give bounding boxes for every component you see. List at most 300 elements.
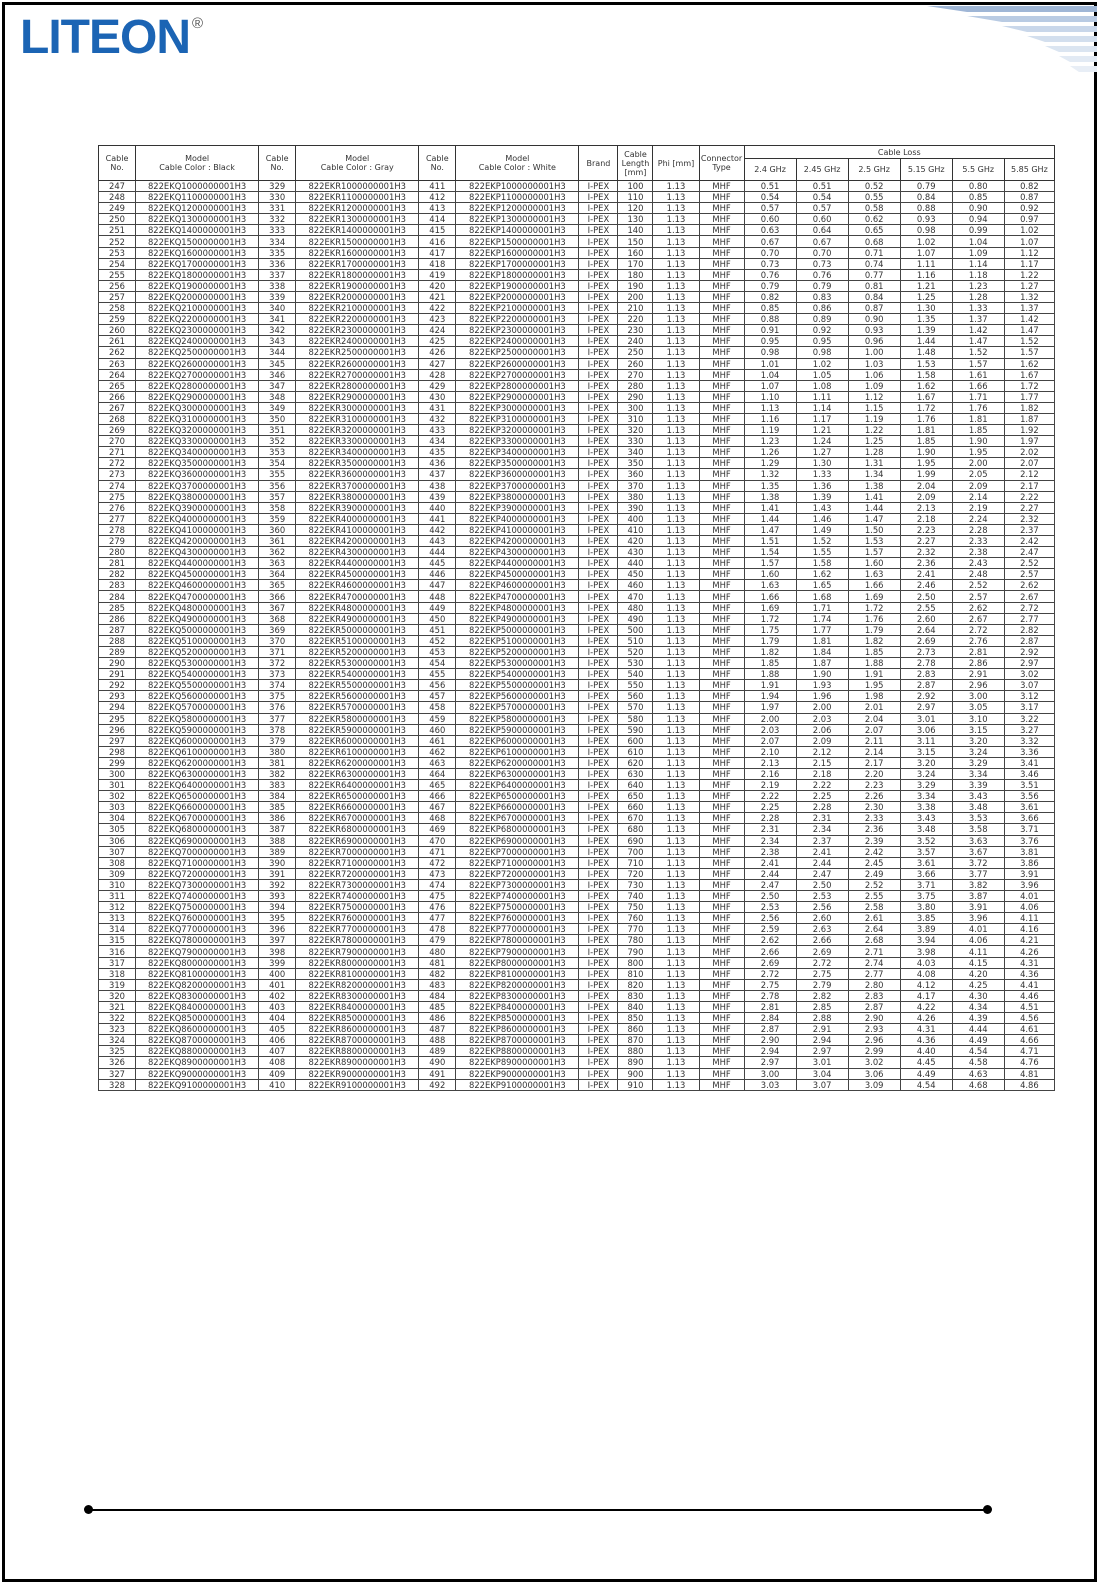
cell-connector-type: MHF <box>699 425 744 436</box>
cell-cable-no-white: 421 <box>419 291 456 302</box>
cell-phi: 1.13 <box>653 291 699 302</box>
cell-loss-5-15: 3.15 <box>900 746 952 757</box>
cell-model-black: 822EKQ2400000001H3 <box>136 336 259 347</box>
cell-model-black: 822EKQ2300000001H3 <box>136 325 259 336</box>
cell-loss-5-15: 4.03 <box>900 957 952 968</box>
cell-model-gray: 822EKR7300000001H3 <box>296 879 419 890</box>
cell-loss-2-45: 0.86 <box>796 303 848 314</box>
cell-model-white: 822EKP6700000001H3 <box>456 813 579 824</box>
cell-model-black: 822EKQ9100000001H3 <box>136 1079 259 1090</box>
table-body <box>99 181 1055 1091</box>
cell-loss-2-45: 2.88 <box>796 1013 848 1024</box>
cell-loss-5-5: 3.82 <box>952 879 1004 890</box>
cell-cable-no-gray: 363 <box>259 558 296 569</box>
cell-model-gray: 822EKR9100000001H3 <box>296 1079 419 1090</box>
cell-brand: I-PEX <box>579 857 618 868</box>
cell-loss-2-4: 0.63 <box>744 225 796 236</box>
cell-cable-no-black: 262 <box>99 347 136 358</box>
cell-loss-5-15: 1.99 <box>900 469 952 480</box>
table-row <box>99 1079 1055 1090</box>
cell-loss-2-45: 1.65 <box>796 580 848 591</box>
cell-model-white: 822EKP1100000001H3 <box>456 192 579 203</box>
cell-loss-2-45: 0.76 <box>796 269 848 280</box>
cell-model-white: 822EKP7200000001H3 <box>456 868 579 879</box>
cell-cable-no-black: 263 <box>99 358 136 369</box>
cell-model-white: 822EKP2200000001H3 <box>456 314 579 325</box>
cell-loss-5-5: 4.34 <box>952 1001 1004 1012</box>
cell-phi: 1.13 <box>653 502 699 513</box>
cell-model-gray: 822EKR8300000001H3 <box>296 990 419 1001</box>
cell-brand: I-PEX <box>579 1013 618 1024</box>
cell-model-gray: 822EKR7400000001H3 <box>296 891 419 902</box>
cell-cable-length: 800 <box>618 957 653 968</box>
table-row <box>99 325 1055 336</box>
cell-cable-no-gray: 365 <box>259 580 296 591</box>
cell-model-white: 822EKP4000000001H3 <box>456 513 579 524</box>
cell-model-gray: 822EKR2300000001H3 <box>296 325 419 336</box>
cell-cable-no-black: 248 <box>99 192 136 203</box>
cell-model-black: 822EKQ1200000001H3 <box>136 203 259 214</box>
cell-loss-2-5: 2.14 <box>848 746 900 757</box>
cell-connector-type: MHF <box>699 1001 744 1012</box>
cell-model-black: 822EKQ5500000001H3 <box>136 680 259 691</box>
cell-model-white: 822EKP5100000001H3 <box>456 635 579 646</box>
cell-model-gray: 822EKR4100000001H3 <box>296 524 419 535</box>
cell-loss-5-85: 3.96 <box>1004 879 1054 890</box>
cell-model-gray: 822EKR5600000001H3 <box>296 691 419 702</box>
cell-loss-5-85: 3.32 <box>1004 735 1054 746</box>
cell-cable-length: 580 <box>618 713 653 724</box>
cell-loss-5-15: 3.57 <box>900 846 952 857</box>
cell-loss-5-85: 1.37 <box>1004 303 1054 314</box>
cell-cable-no-white: 418 <box>419 258 456 269</box>
cell-cable-no-white: 481 <box>419 957 456 968</box>
cell-model-white: 822EKP1400000001H3 <box>456 225 579 236</box>
cell-cable-no-white: 439 <box>419 491 456 502</box>
cell-loss-5-5: 2.24 <box>952 513 1004 524</box>
cell-loss-5-85: 2.12 <box>1004 469 1054 480</box>
cell-loss-2-4: 2.19 <box>744 780 796 791</box>
cell-cable-no-white: 472 <box>419 857 456 868</box>
cell-loss-5-85: 0.87 <box>1004 192 1054 203</box>
cell-cable-no-gray: 343 <box>259 336 296 347</box>
cell-loss-2-4: 2.28 <box>744 813 796 824</box>
cell-loss-2-5: 0.90 <box>848 314 900 325</box>
cell-loss-5-5: 1.33 <box>952 303 1004 314</box>
cell-loss-5-5: 1.76 <box>952 402 1004 413</box>
cell-cable-no-white: 411 <box>419 181 456 192</box>
cell-cable-no-black: 308 <box>99 857 136 868</box>
cell-loss-5-15: 4.31 <box>900 1024 952 1035</box>
cell-loss-2-4: 0.51 <box>744 181 796 192</box>
header-model-gray <box>296 146 419 181</box>
table-row <box>99 691 1055 702</box>
cell-model-gray: 822EKR3800000001H3 <box>296 491 419 502</box>
cell-cable-no-black: 300 <box>99 768 136 779</box>
cell-loss-5-15: 0.93 <box>900 214 952 225</box>
cell-loss-5-15: 1.58 <box>900 369 952 380</box>
cell-connector-type: MHF <box>699 746 744 757</box>
cell-loss-5-15: 2.60 <box>900 613 952 624</box>
cell-cable-no-gray: 407 <box>259 1046 296 1057</box>
cell-loss-2-5: 1.03 <box>848 358 900 369</box>
color-gray-label: Cable Color : Gray <box>320 163 394 172</box>
cell-phi: 1.13 <box>653 524 699 535</box>
cell-cable-no-white: 453 <box>419 646 456 657</box>
cell-cable-no-white: 468 <box>419 813 456 824</box>
cell-connector-type: MHF <box>699 1057 744 1068</box>
cell-model-gray: 822EKR4900000001H3 <box>296 613 419 624</box>
cell-connector-type: MHF <box>699 791 744 802</box>
cell-loss-2-5: 2.52 <box>848 879 900 890</box>
cell-loss-5-5: 3.39 <box>952 780 1004 791</box>
cell-cable-no-black: 257 <box>99 291 136 302</box>
cell-loss-2-45: 2.63 <box>796 924 848 935</box>
cell-loss-5-15: 1.44 <box>900 336 952 347</box>
cell-cable-no-gray: 371 <box>259 646 296 657</box>
cell-loss-5-85: 2.57 <box>1004 569 1054 580</box>
cell-cable-length: 660 <box>618 802 653 813</box>
table-row <box>99 247 1055 258</box>
cell-loss-5-5: 2.76 <box>952 635 1004 646</box>
cable-loss-table-container <box>98 145 1055 1091</box>
cell-connector-type: MHF <box>699 358 744 369</box>
cell-model-white: 822EKP2000000001H3 <box>456 291 579 302</box>
cell-cable-no-black: 270 <box>99 436 136 447</box>
cell-model-gray: 822EKR7200000001H3 <box>296 868 419 879</box>
cell-model-black: 822EKQ8700000001H3 <box>136 1035 259 1046</box>
cell-loss-2-5: 2.07 <box>848 724 900 735</box>
cell-connector-type: MHF <box>699 669 744 680</box>
cell-loss-2-45: 1.68 <box>796 591 848 602</box>
cell-model-white: 822EKP7000000001H3 <box>456 846 579 857</box>
cell-cable-no-white: 426 <box>419 347 456 358</box>
cell-cable-no-white: 441 <box>419 513 456 524</box>
cell-loss-5-85: 3.02 <box>1004 669 1054 680</box>
cell-cable-no-white: 464 <box>419 768 456 779</box>
cell-loss-5-85: 1.07 <box>1004 236 1054 247</box>
cell-loss-2-5: 1.79 <box>848 624 900 635</box>
cell-loss-2-45: 1.87 <box>796 658 848 669</box>
cell-loss-2-5: 0.93 <box>848 325 900 336</box>
cell-loss-5-85: 1.82 <box>1004 402 1054 413</box>
cell-cable-no-white: 451 <box>419 624 456 635</box>
cell-loss-2-4: 2.84 <box>744 1013 796 1024</box>
cell-loss-2-4: 0.73 <box>744 258 796 269</box>
cell-cable-no-black: 253 <box>99 247 136 258</box>
cell-phi: 1.13 <box>653 391 699 402</box>
cell-model-black: 822EKQ1000000001H3 <box>136 181 259 192</box>
cell-cable-length: 330 <box>618 436 653 447</box>
cell-brand: I-PEX <box>579 325 618 336</box>
cell-model-white: 822EKP2300000001H3 <box>456 325 579 336</box>
cell-cable-no-black: 310 <box>99 879 136 890</box>
cell-connector-type: MHF <box>699 480 744 491</box>
cell-model-white: 822EKP8900000001H3 <box>456 1057 579 1068</box>
cell-cable-length: 480 <box>618 602 653 613</box>
cell-cable-length: 750 <box>618 902 653 913</box>
cell-phi: 1.13 <box>653 968 699 979</box>
cell-cable-no-black: 318 <box>99 968 136 979</box>
cell-model-white: 822EKP1500000001H3 <box>456 236 579 247</box>
cell-cable-length: 630 <box>618 768 653 779</box>
cell-model-gray: 822EKR6500000001H3 <box>296 791 419 802</box>
cell-loss-2-4: 2.66 <box>744 946 796 957</box>
cell-cable-no-black: 293 <box>99 691 136 702</box>
cell-model-white: 822EKP6100000001H3 <box>456 746 579 757</box>
cell-phi: 1.13 <box>653 624 699 635</box>
cell-loss-5-5: 1.61 <box>952 369 1004 380</box>
cell-cable-length: 570 <box>618 702 653 713</box>
cell-model-gray: 822EKR6800000001H3 <box>296 824 419 835</box>
cell-loss-5-15: 1.39 <box>900 325 952 336</box>
cell-loss-5-85: 2.92 <box>1004 646 1054 657</box>
cell-loss-5-5: 2.62 <box>952 602 1004 613</box>
cell-cable-no-gray: 373 <box>259 669 296 680</box>
header-freq-2-5: 2.5 GHz <box>848 159 900 181</box>
table-row <box>99 591 1055 602</box>
cell-model-black: 822EKQ1300000001H3 <box>136 214 259 225</box>
cell-loss-5-15: 1.81 <box>900 425 952 436</box>
cell-loss-2-4: 2.44 <box>744 868 796 879</box>
cell-loss-2-4: 1.97 <box>744 702 796 713</box>
table-row <box>99 1035 1055 1046</box>
cell-model-white: 822EKP6400000001H3 <box>456 780 579 791</box>
cell-loss-5-85: 2.27 <box>1004 502 1054 513</box>
cell-loss-2-45: 1.71 <box>796 602 848 613</box>
cell-loss-2-5: 2.36 <box>848 824 900 835</box>
header-cable-no-black: Cable No. <box>99 146 136 181</box>
cell-phi: 1.13 <box>653 680 699 691</box>
cell-loss-2-4: 1.72 <box>744 613 796 624</box>
cell-model-gray: 822EKR7900000001H3 <box>296 946 419 957</box>
cell-loss-5-85: 0.97 <box>1004 214 1054 225</box>
cell-model-gray: 822EKR3300000001H3 <box>296 436 419 447</box>
cell-loss-5-5: 2.00 <box>952 458 1004 469</box>
cell-cable-no-white: 447 <box>419 580 456 591</box>
cell-loss-5-15: 3.66 <box>900 868 952 879</box>
cell-model-white: 822EKP3300000001H3 <box>456 436 579 447</box>
cell-phi: 1.13 <box>653 924 699 935</box>
cell-cable-no-gray: 393 <box>259 891 296 902</box>
cell-loss-5-85: 1.42 <box>1004 314 1054 325</box>
cell-loss-2-5: 1.72 <box>848 602 900 613</box>
cell-brand: I-PEX <box>579 203 618 214</box>
cell-connector-type: MHF <box>699 635 744 646</box>
cell-cable-length: 120 <box>618 203 653 214</box>
cell-loss-2-5: 0.52 <box>848 181 900 192</box>
cell-loss-2-5: 1.63 <box>848 569 900 580</box>
cell-cable-no-white: 427 <box>419 358 456 369</box>
cell-loss-5-85: 2.77 <box>1004 613 1054 624</box>
cell-brand: I-PEX <box>579 258 618 269</box>
cell-cable-no-gray: 350 <box>259 413 296 424</box>
cell-cable-no-gray: 355 <box>259 469 296 480</box>
cell-loss-5-85: 1.87 <box>1004 413 1054 424</box>
cell-loss-2-5: 1.60 <box>848 558 900 569</box>
cell-loss-2-4: 2.81 <box>744 1001 796 1012</box>
cell-cable-length: 550 <box>618 680 653 691</box>
cell-connector-type: MHF <box>699 891 744 902</box>
cell-loss-2-5: 1.50 <box>848 524 900 535</box>
cell-loss-2-5: 1.88 <box>848 658 900 669</box>
cell-cable-no-white: 456 <box>419 680 456 691</box>
cell-loss-5-5: 2.33 <box>952 536 1004 547</box>
header-model-white <box>456 146 579 181</box>
cell-brand: I-PEX <box>579 558 618 569</box>
cell-loss-2-5: 1.53 <box>848 536 900 547</box>
cell-cable-length: 880 <box>618 1046 653 1057</box>
cell-loss-2-45: 2.72 <box>796 957 848 968</box>
cell-loss-5-5: 4.49 <box>952 1035 1004 1046</box>
cell-loss-2-45: 1.14 <box>796 402 848 413</box>
cell-cable-length: 210 <box>618 303 653 314</box>
cell-loss-2-45: 1.21 <box>796 425 848 436</box>
cell-loss-2-5: 2.45 <box>848 857 900 868</box>
cell-loss-5-5: 4.15 <box>952 957 1004 968</box>
cell-loss-5-5: 4.30 <box>952 990 1004 1001</box>
cell-model-gray: 822EKR1300000001H3 <box>296 214 419 225</box>
cell-cable-no-black: 256 <box>99 280 136 291</box>
cell-cable-length: 160 <box>618 247 653 258</box>
cell-model-black: 822EKQ1400000001H3 <box>136 225 259 236</box>
cell-loss-5-15: 4.54 <box>900 1079 952 1090</box>
cell-loss-5-85: 2.72 <box>1004 602 1054 613</box>
table-row <box>99 524 1055 535</box>
cell-cable-no-white: 455 <box>419 669 456 680</box>
cell-phi: 1.13 <box>653 791 699 802</box>
cell-loss-2-45: 0.54 <box>796 192 848 203</box>
cell-loss-2-45: 2.44 <box>796 857 848 868</box>
cell-connector-type: MHF <box>699 691 744 702</box>
cell-connector-type: MHF <box>699 735 744 746</box>
table-row <box>99 214 1055 225</box>
cell-cable-no-white: 477 <box>419 913 456 924</box>
cell-loss-5-5: 3.67 <box>952 846 1004 857</box>
cell-phi: 1.13 <box>653 902 699 913</box>
cell-loss-5-15: 2.41 <box>900 569 952 580</box>
cell-brand: I-PEX <box>579 646 618 657</box>
cell-model-gray: 822EKR8400000001H3 <box>296 1001 419 1012</box>
cell-cable-no-gray: 338 <box>259 280 296 291</box>
cell-loss-2-4: 1.35 <box>744 480 796 491</box>
cell-loss-2-4: 2.31 <box>744 824 796 835</box>
cell-loss-2-5: 0.55 <box>848 192 900 203</box>
cell-cable-no-gray: 351 <box>259 425 296 436</box>
cell-loss-5-85: 3.91 <box>1004 868 1054 879</box>
cell-model-white: 822EKP6800000001H3 <box>456 824 579 835</box>
cell-loss-2-4: 1.44 <box>744 513 796 524</box>
cell-loss-5-85: 4.51 <box>1004 1001 1054 1012</box>
cell-model-black: 822EKQ3500000001H3 <box>136 458 259 469</box>
header-cable-length: Cable Length [mm] <box>618 146 653 181</box>
cell-cable-no-black: 302 <box>99 791 136 802</box>
cell-loss-2-5: 1.25 <box>848 436 900 447</box>
cell-model-gray: 822EKR5900000001H3 <box>296 724 419 735</box>
cell-cable-no-gray: 397 <box>259 935 296 946</box>
cell-phi: 1.13 <box>653 813 699 824</box>
cell-cable-no-white: 416 <box>419 236 456 247</box>
cell-loss-5-85: 1.77 <box>1004 391 1054 402</box>
cell-model-black: 822EKQ6400000001H3 <box>136 780 259 791</box>
cell-phi: 1.13 <box>653 713 699 724</box>
cell-cable-no-gray: 381 <box>259 757 296 768</box>
cell-model-white: 822EKP2900000001H3 <box>456 391 579 402</box>
table-row <box>99 336 1055 347</box>
cell-model-gray: 822EKR5200000001H3 <box>296 646 419 657</box>
cell-loss-5-85: 4.41 <box>1004 979 1054 990</box>
cell-cable-no-black: 251 <box>99 225 136 236</box>
cell-cable-length: 300 <box>618 402 653 413</box>
cell-loss-2-4: 2.47 <box>744 879 796 890</box>
cell-model-gray: 822EKR6900000001H3 <box>296 835 419 846</box>
table-row <box>99 746 1055 757</box>
cell-connector-type: MHF <box>699 957 744 968</box>
table-row <box>99 536 1055 547</box>
cell-model-gray: 822EKR4800000001H3 <box>296 602 419 613</box>
cell-brand: I-PEX <box>579 236 618 247</box>
cell-loss-2-4: 1.60 <box>744 569 796 580</box>
cell-connector-type: MHF <box>699 380 744 391</box>
cell-cable-no-white: 471 <box>419 846 456 857</box>
cell-phi: 1.13 <box>653 835 699 846</box>
cell-cable-no-black: 272 <box>99 458 136 469</box>
cell-cable-no-black: 312 <box>99 902 136 913</box>
cell-loss-2-5: 1.38 <box>848 480 900 491</box>
cell-loss-5-85: 1.17 <box>1004 258 1054 269</box>
cell-loss-5-15: 1.95 <box>900 458 952 469</box>
cell-model-gray: 822EKR8800000001H3 <box>296 1046 419 1057</box>
cell-brand: I-PEX <box>579 924 618 935</box>
cell-connector-type: MHF <box>699 924 744 935</box>
cell-loss-5-85: 2.32 <box>1004 513 1054 524</box>
cell-brand: I-PEX <box>579 979 618 990</box>
cell-model-black: 822EKQ6900000001H3 <box>136 835 259 846</box>
table-row <box>99 436 1055 447</box>
table-row <box>99 857 1055 868</box>
cell-cable-no-black: 283 <box>99 580 136 591</box>
cell-loss-5-5: 3.87 <box>952 891 1004 902</box>
cell-model-gray: 822EKR1400000001H3 <box>296 225 419 236</box>
cell-loss-5-85: 3.17 <box>1004 702 1054 713</box>
cell-cable-no-white: 492 <box>419 1079 456 1090</box>
table-row <box>99 547 1055 558</box>
cell-loss-2-45: 1.52 <box>796 536 848 547</box>
cell-model-gray: 822EKR2500000001H3 <box>296 347 419 358</box>
cell-loss-2-4: 1.23 <box>744 436 796 447</box>
cell-cable-no-black: 278 <box>99 524 136 535</box>
cell-loss-5-5: 3.77 <box>952 868 1004 879</box>
cell-cable-length: 460 <box>618 580 653 591</box>
cell-loss-5-15: 2.97 <box>900 702 952 713</box>
cell-loss-5-5: 1.90 <box>952 436 1004 447</box>
cell-loss-5-85: 2.52 <box>1004 558 1054 569</box>
cell-loss-2-4: 2.25 <box>744 802 796 813</box>
cell-cable-length: 680 <box>618 824 653 835</box>
cell-loss-5-15: 0.84 <box>900 192 952 203</box>
cell-loss-2-45: 1.93 <box>796 680 848 691</box>
cell-model-gray: 822EKR7500000001H3 <box>296 902 419 913</box>
cell-model-white: 822EKP1600000001H3 <box>456 247 579 258</box>
cell-loss-2-4: 2.22 <box>744 791 796 802</box>
cell-cable-length: 290 <box>618 391 653 402</box>
cell-loss-2-5: 3.02 <box>848 1057 900 1068</box>
header-freq-5-5: 5.5 GHz <box>952 159 1004 181</box>
cell-phi: 1.13 <box>653 1035 699 1046</box>
cell-loss-5-85: 1.27 <box>1004 280 1054 291</box>
cell-model-white: 822EKP1300000001H3 <box>456 214 579 225</box>
cell-model-white: 822EKP5200000001H3 <box>456 646 579 657</box>
